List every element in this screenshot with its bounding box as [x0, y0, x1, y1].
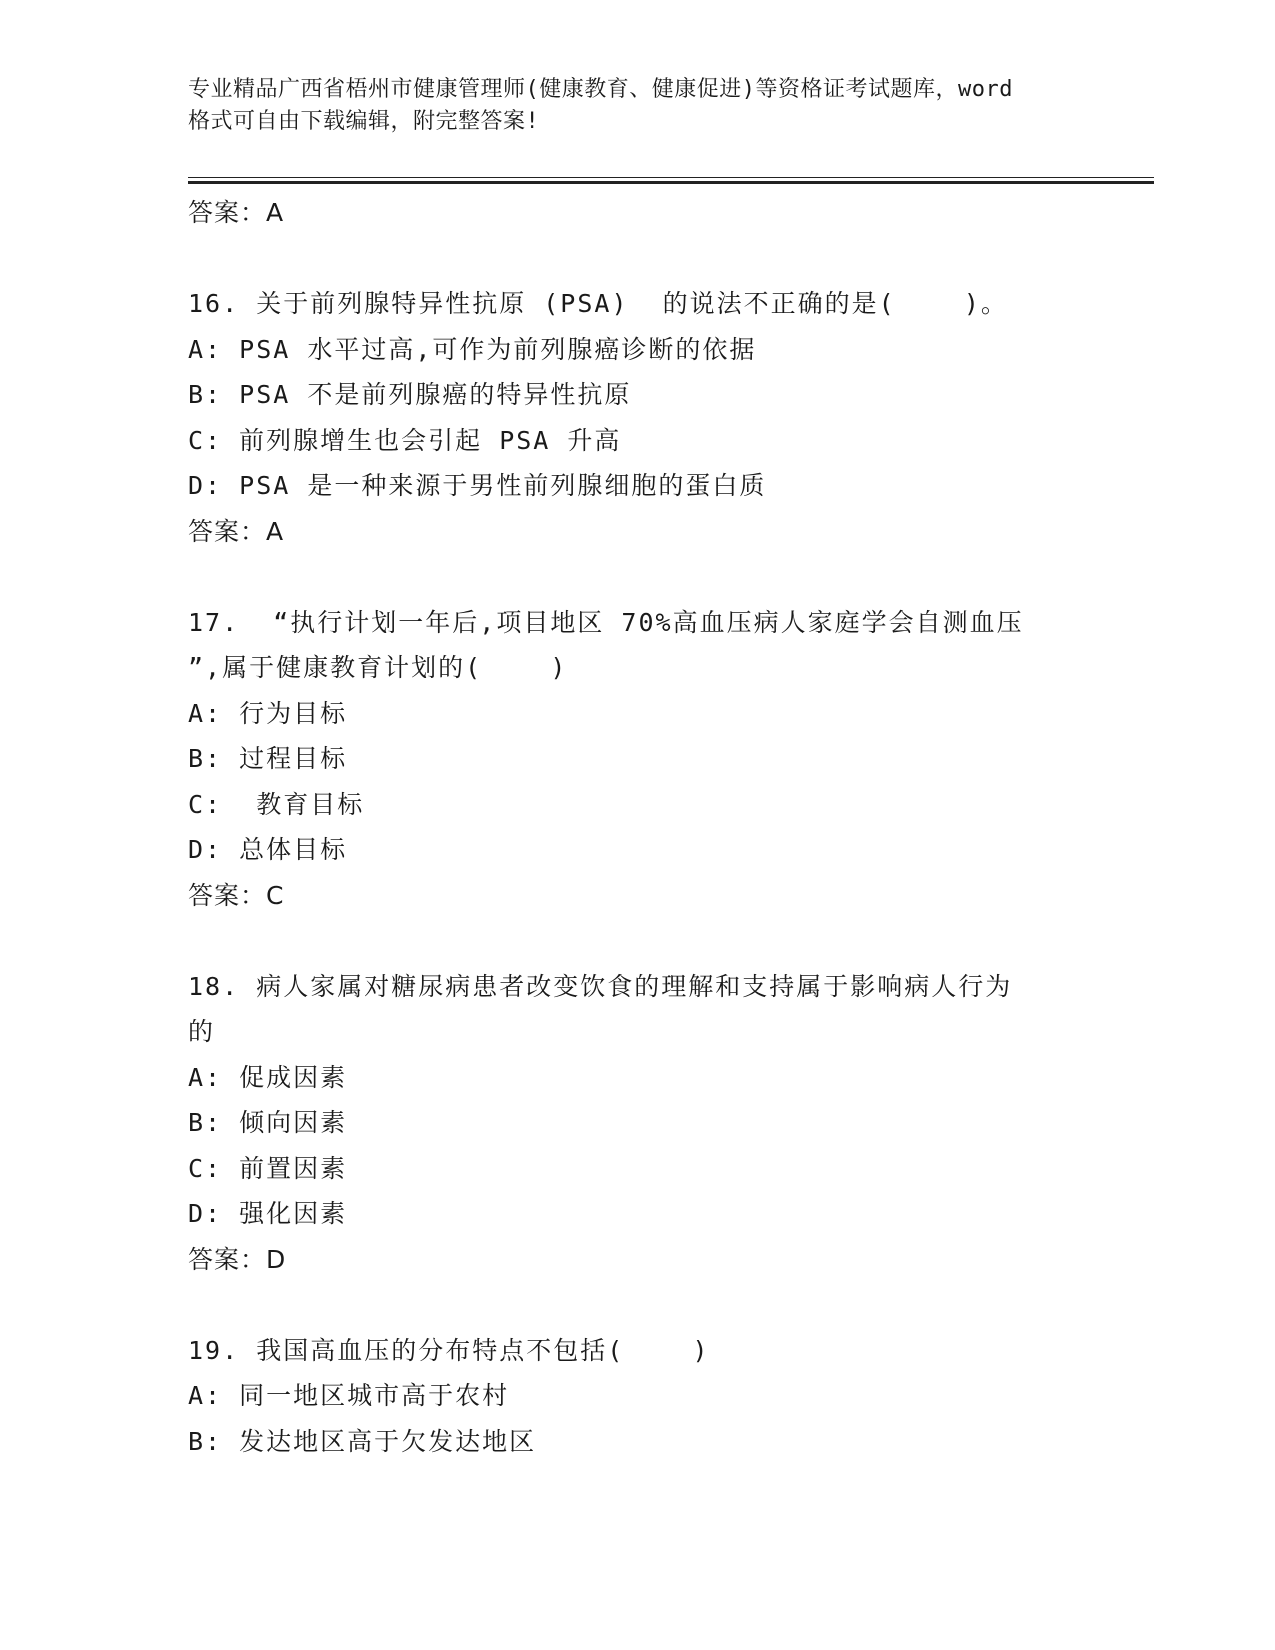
question-stem: 18. 病人家属对糖尿病患者改变饮食的理解和支持属于影响病人行为: [188, 971, 1013, 1001]
option-b: B: PSA 不是前列腺癌的特异性抗原: [188, 380, 632, 409]
option-d: D: 总体目标: [188, 835, 348, 864]
question-16: [188, 281, 1088, 554]
header-rule-thin: [188, 177, 1154, 178]
option-b: B: 过程目标: [188, 744, 348, 773]
question-18: [188, 964, 1088, 1283]
option-d: D: PSA 是一种来源于男性前列腺细胞的蛋白质: [188, 471, 767, 500]
option-b: B: 倾向因素: [188, 1108, 348, 1137]
question-stem-cont: 的: [188, 1017, 216, 1046]
header-line-1: 专业精品广西省梧州市健康管理师(健康教育、健康促进)等资格证考试题库，word: [188, 77, 1013, 102]
option-a: A: 行为目标: [188, 698, 348, 728]
spacer: [188, 918, 1088, 964]
question-stem: 16. 关于前列腺特异性抗原 (PSA) 的说法不正确的是( )。: [188, 289, 1008, 318]
question-stem-cont: ”,属于健康教育计划的( ): [188, 653, 568, 682]
answer-15: 答案：A: [188, 198, 285, 227]
option-b: B: 发达地区高于欠发达地区: [188, 1426, 537, 1456]
answer: 答案：D: [188, 1244, 287, 1274]
question-stem: 17. “执行计划一年后,项目地区 70%高血压病人家庭学会自测血压: [188, 607, 1024, 637]
question-17: [188, 600, 1088, 919]
header-line-2: 格式可自由下载编辑，附完整答案!: [188, 109, 540, 134]
option-c: C: 教育目标: [188, 789, 365, 819]
option-a: A: PSA 水平过高,可作为前列腺癌诊断的依据: [188, 334, 757, 364]
question-stem: 19. 我国高血压的分布特点不包括( ): [188, 1335, 710, 1365]
spacer: [188, 1282, 1088, 1328]
spacer: [188, 554, 1088, 600]
option-a: A: 同一地区城市高于农村: [188, 1381, 510, 1410]
question-list: [188, 190, 1088, 1464]
answer: 答案：C: [188, 880, 285, 910]
document-header: [188, 74, 1088, 138]
option-c: C: 前列腺增生也会引起 PSA 升高: [188, 425, 622, 455]
option-d: D: 强化因素: [188, 1199, 348, 1228]
header-rule-thick: [188, 181, 1154, 184]
answer: 答案：A: [188, 516, 285, 546]
option-c: C: 前置因素: [188, 1153, 348, 1183]
question-19: [188, 1328, 1088, 1465]
spacer: [188, 236, 1088, 282]
option-a: A: 促成因素: [188, 1062, 348, 1092]
